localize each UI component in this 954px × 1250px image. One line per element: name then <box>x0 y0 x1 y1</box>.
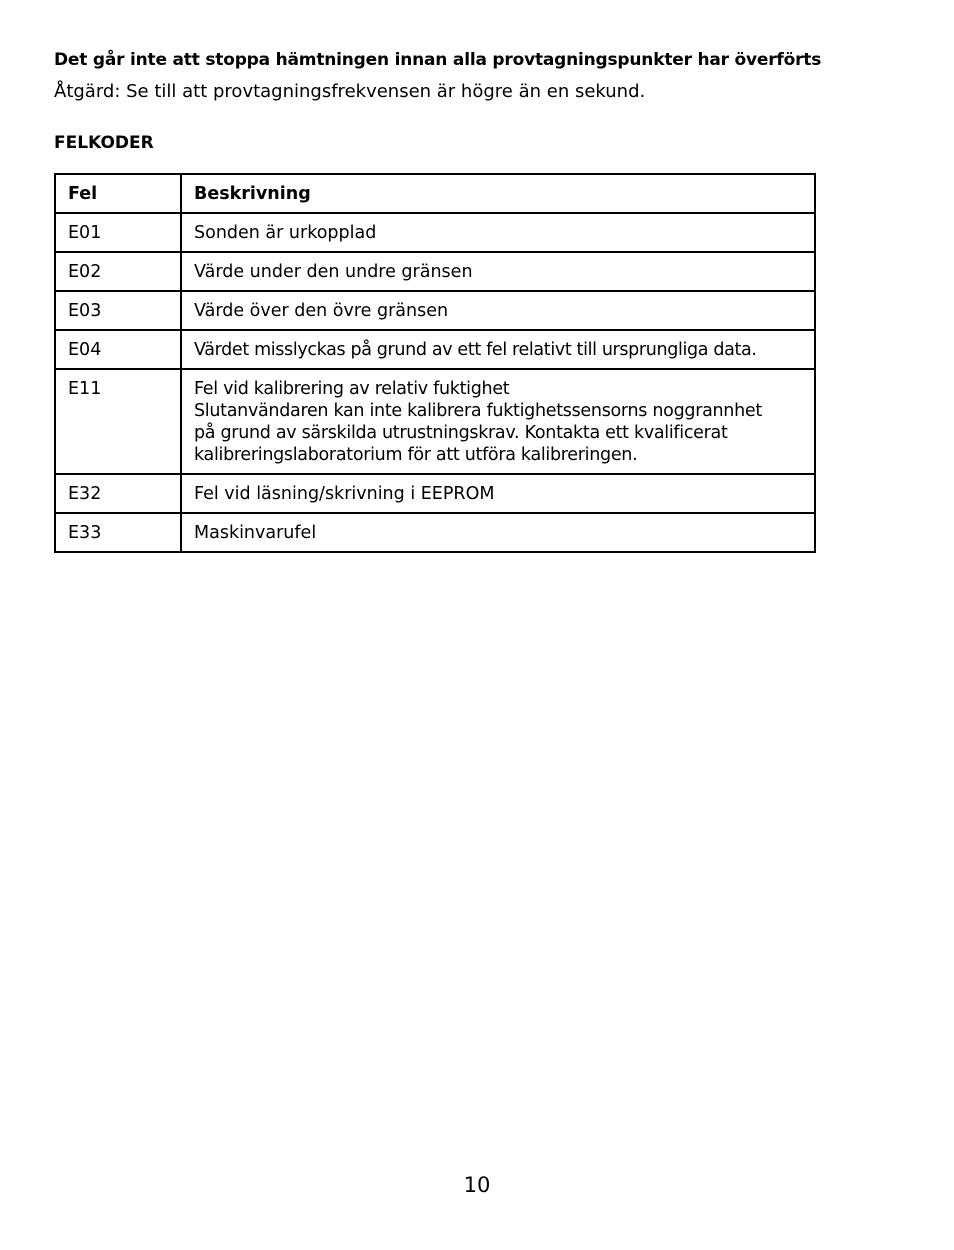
table-row <box>55 369 815 474</box>
error-description <box>181 513 815 552</box>
error-codes-table <box>54 173 816 553</box>
description-line: på grund av särskilda utrustningskrav. Kontakta ett kvalificerat <box>194 423 728 443</box>
description-line: Värde över den övre gränsen <box>194 301 449 321</box>
error-code: E33 <box>55 513 181 552</box>
error-description <box>181 213 815 252</box>
header-description: Beskrivning <box>181 174 815 213</box>
table-row <box>55 213 815 252</box>
description-line: Maskinvarufel <box>194 523 317 543</box>
error-code: E03 <box>55 291 181 330</box>
error-code: E01 <box>55 213 181 252</box>
description-line: Fel vid läsning/skrivning i EEPROM <box>194 484 495 504</box>
table-row <box>55 330 815 369</box>
error-description <box>181 330 815 369</box>
error-description <box>181 474 815 513</box>
description-line: Fel vid kalibrering av relativ fuktighet <box>194 379 510 399</box>
error-code: E11 <box>55 369 181 474</box>
page-heading: Det går inte att stoppa hämtningen innan alla provtagningspunkter har överförts <box>54 50 822 70</box>
error-description <box>181 252 815 291</box>
error-code: E04 <box>55 330 181 369</box>
description-line: Slutanvändaren kan inte kalibrera fuktighetssensorns noggrannhet <box>194 401 762 421</box>
description-line: Värde under den undre gränsen <box>194 262 473 282</box>
table-row <box>55 474 815 513</box>
header-code: Fel <box>55 174 181 213</box>
description-line: Värdet misslyckas på grund av ett fel relativt till ursprungliga data. <box>194 340 757 360</box>
error-code: E32 <box>55 474 181 513</box>
table-row <box>55 252 815 291</box>
description-line: Sonden är urkopplad <box>194 223 377 243</box>
error-code: E02 <box>55 252 181 291</box>
table-header-row <box>55 174 815 213</box>
section-title: FELKODER <box>54 133 154 153</box>
table-row <box>55 291 815 330</box>
page-number: 10 <box>463 1173 491 1197</box>
table-row <box>55 513 815 552</box>
error-description <box>181 291 815 330</box>
error-description <box>181 369 815 474</box>
action-text: Åtgärd: Se till att provtagningsfrekvensen är högre än en sekund. <box>54 81 646 102</box>
description-line: kalibreringslaboratorium för att utföra kalibreringen. <box>194 445 638 465</box>
